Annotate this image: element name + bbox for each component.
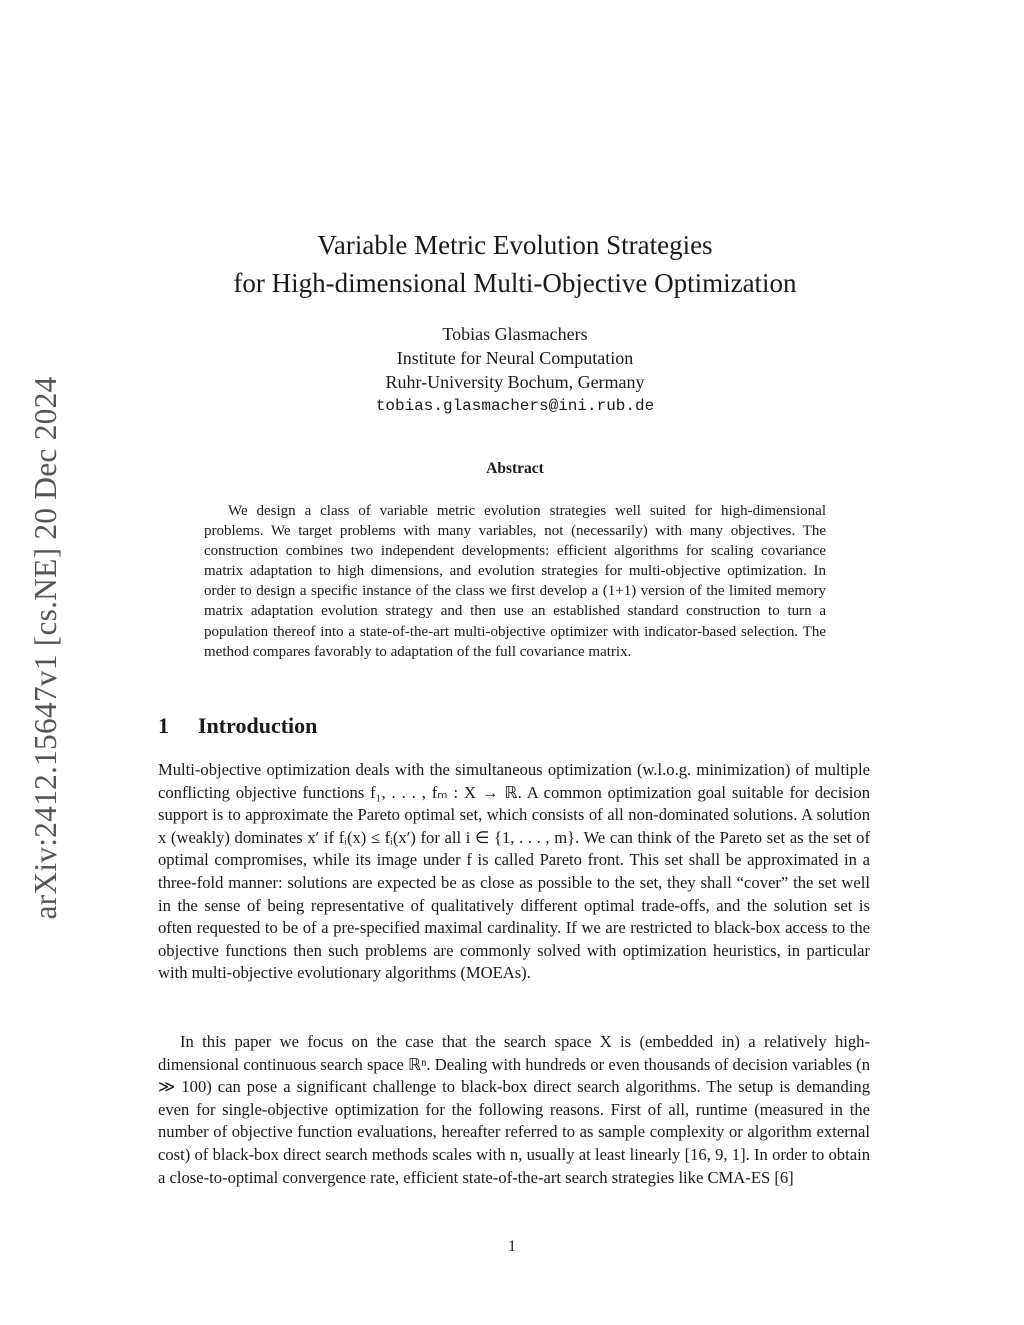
abstract-text: We design a class of variable metric evolution strategies well suited for high-dimensional problems. We target problems with many variables, not (necessarily) with many objectives. The construction combines two independent developments: efficient algorithms for scaling covariance matrix adaptation to high dimensions, and evolution strategies for multi-objective optimization. In order to design a specific instance of the class we first develop a (1+1) version of the limited memory matrix adaptation evolution strategy and then use an established standard construction to turn a population thereof into a state-of-the-art multi-objective optimizer with indicator-based selection. The method compares favorably to adaptation of the full covariance matrix. bbox=[204, 503, 826, 660]
title-line-1: Variable Metric Evolution Strategies bbox=[317, 230, 713, 260]
author-affiliation-1: Institute for Neural Computation bbox=[396, 348, 634, 368]
title-block bbox=[160, 226, 870, 302]
author-block bbox=[160, 322, 870, 418]
intro-paragraph-2: In this paper we focus on the case that the search space X is (embedded in) a relatively high-dimensional continuous search space ℝⁿ. Dealing with hundreds or even thousands of decision variables (n ≫ 100) can pose a significant challenge to black-box direct search algorithms. The setup is demanding even for single-objective optimization for the following reasons. First of all, runtime (measured in the number of objective function evaluations, hereafter referred to as sample complexity or algorithm external cost) of black-box direct search methods scales with n, usually at least linearly [16, 9, 1]. In order to obtain a close-to-optimal convergence rate, efficient state-of-the-art search strategies like CMA-ES [6] bbox=[158, 1032, 870, 1187]
section-heading bbox=[158, 713, 317, 739]
author-name: Tobias Glasmachers bbox=[442, 324, 588, 344]
author-email: tobias.glasmachers@ini.rub.de bbox=[375, 397, 655, 415]
author-affiliation-2: Ruhr-University Bochum, Germany bbox=[385, 372, 645, 392]
paper-title bbox=[160, 226, 870, 302]
arxiv-side-stamp: arXiv:2412.15647v1 [cs.NE] 20 Dec 2024 bbox=[28, 376, 63, 920]
section-number: 1 bbox=[158, 713, 169, 738]
intro-paragraph-1: Multi-objective optimization deals with the simultaneous optimization (w.l.o.g. minimization) of multiple conflicting objective functions f₁, . . . , fₘ : X → ℝ. A common optimization goal suitable for decision support is to approximate the Pareto optimal set, which consists of all non-dominated solutions. A solution x (weakly) dominates x′ if fᵢ(x) ≤ fᵢ(x′) for all i ∈ {1, . . . , m}. We can think of the Pareto set as the set of optimal compromises, while its image under f is called Pareto front. This set shall be approximated in a three-fold manner: solutions are expected be as close as possible to the set, they shall “cover” the set well in the sense of being representative of qualitatively different optimal trade-offs, and the solution set is often requested to be of a pre-specified maximal cardinality. If we are restricted to black-box access to the objective functions then such problems are commonly solved with optimization heuristics, in particular with multi-objective evolutionary algorithms (MOEAs). bbox=[158, 760, 870, 983]
title-line-2: for High-dimensional Multi-Objective Optimization bbox=[233, 268, 797, 298]
page-number: 1 bbox=[508, 1238, 516, 1255]
section-title: Introduction bbox=[198, 713, 318, 738]
abstract-heading: Abstract bbox=[486, 460, 544, 477]
